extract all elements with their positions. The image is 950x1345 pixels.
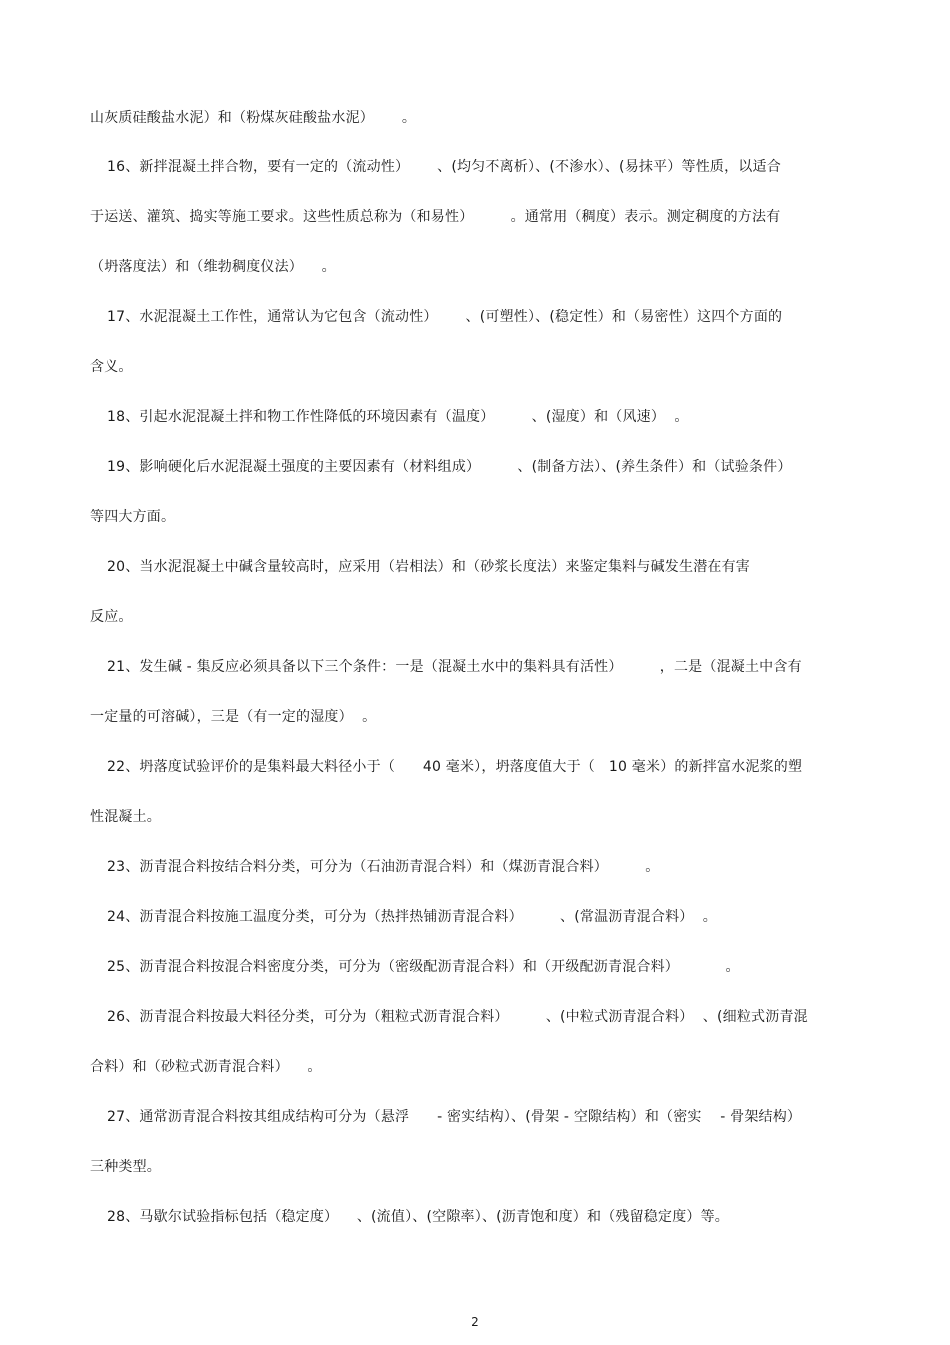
- question-24-line-1: 24、沥青混合料按施工温度分类，可分为（热拌热铺沥青混合料） 、(常温沥青混合料） 。: [107, 909, 717, 925]
- question-22-line-1: 22、坍落度试验评价的是集料最大料径小于（ 40 毫米），坍落度值大于（ 10 毫米）的新拌富水泥浆的塑: [107, 759, 803, 775]
- question-27-line-1: 27、通常沥青混合料按其组成结构可分为（悬浮 - 密实结构）、(骨架 - 空隙结构）和（密实 - 骨架结构）: [107, 1109, 802, 1125]
- page-number: 2: [471, 1315, 479, 1329]
- question-21-line-2: 一定量的可溶碱），三是（有一定的湿度） 。: [90, 709, 377, 725]
- question-19-line-2: 等四大方面。: [90, 509, 176, 525]
- question-22-line-2: 性混凝土。: [90, 809, 161, 825]
- question-23-line-1: 23、沥青混合料按结合料分类，可分为（石油沥青混合料）和（煤沥青混合料） 。: [107, 859, 660, 875]
- question-25-line-1: 25、沥青混合料按混合料密度分类，可分为（密级配沥青混合料）和（开级配沥青混合料） 。: [107, 959, 740, 975]
- question-17-line-2: 含义。: [90, 359, 133, 375]
- question-20-line-1: 20、当水泥混凝土中碱含量较高时，应采用（岩相法）和（砂浆长度法）来鉴定集料与碱发生潜在有害: [107, 559, 751, 575]
- question-19-line-1: 19、影响硬化后水泥混凝土强度的主要因素有（材料组成） 、(制备方法）、(养生条件）和（试验条件）: [107, 459, 792, 475]
- question-26-line-2: 合料）和（砂粒式沥青混合料） 。: [90, 1059, 322, 1075]
- question-21-line-1: 21、发生碱 - 集反应必须具备以下三个条件：一是（混凝土水中的集料具有活性） ，二是（混凝土中含有: [107, 659, 802, 675]
- question-28-line-1: 28、马歇尔试验指标包括（稳定度） 、(流值）、(空隙率）、(沥青饱和度）和（残留稳定度）等。: [107, 1209, 729, 1225]
- question-16-line-3: （坍落度法）和（维勃稠度仪法） 。: [90, 259, 336, 275]
- question-16-line-2: 于运送、灌筑、捣实等施工要求。这些性质总称为（和易性） 。通常用（稠度）表示。测定稠度的方法有: [90, 209, 781, 225]
- question-16-line-1: 16、新拌混凝土拌合物，要有一定的（流动性） 、(均匀不离析）、(不渗水）、(易抹平）等性质，以适合: [107, 159, 781, 175]
- question-27-line-2: 三种类型。: [90, 1159, 161, 1175]
- question-26-line-1: 26、沥青混合料按最大料径分类，可分为（粗粒式沥青混合料） 、(中粒式沥青混合料） 、(细粒式沥青混: [107, 1009, 808, 1025]
- question-20-line-2: 反应。: [90, 609, 133, 625]
- question-17-line-1: 17、水泥混凝土工作性，通常认为它包含（流动性） 、(可塑性）、(稳定性）和（易密性）这四个方面的: [107, 309, 783, 325]
- text-line: 山灰质硅酸盐水泥）和（粉煤灰硅酸盐水泥） 。: [90, 110, 417, 126]
- question-18-line-1: 18、引起水泥混凝土拌和物工作性降低的环境因素有（温度） 、(湿度）和（风速） 。: [107, 409, 689, 425]
